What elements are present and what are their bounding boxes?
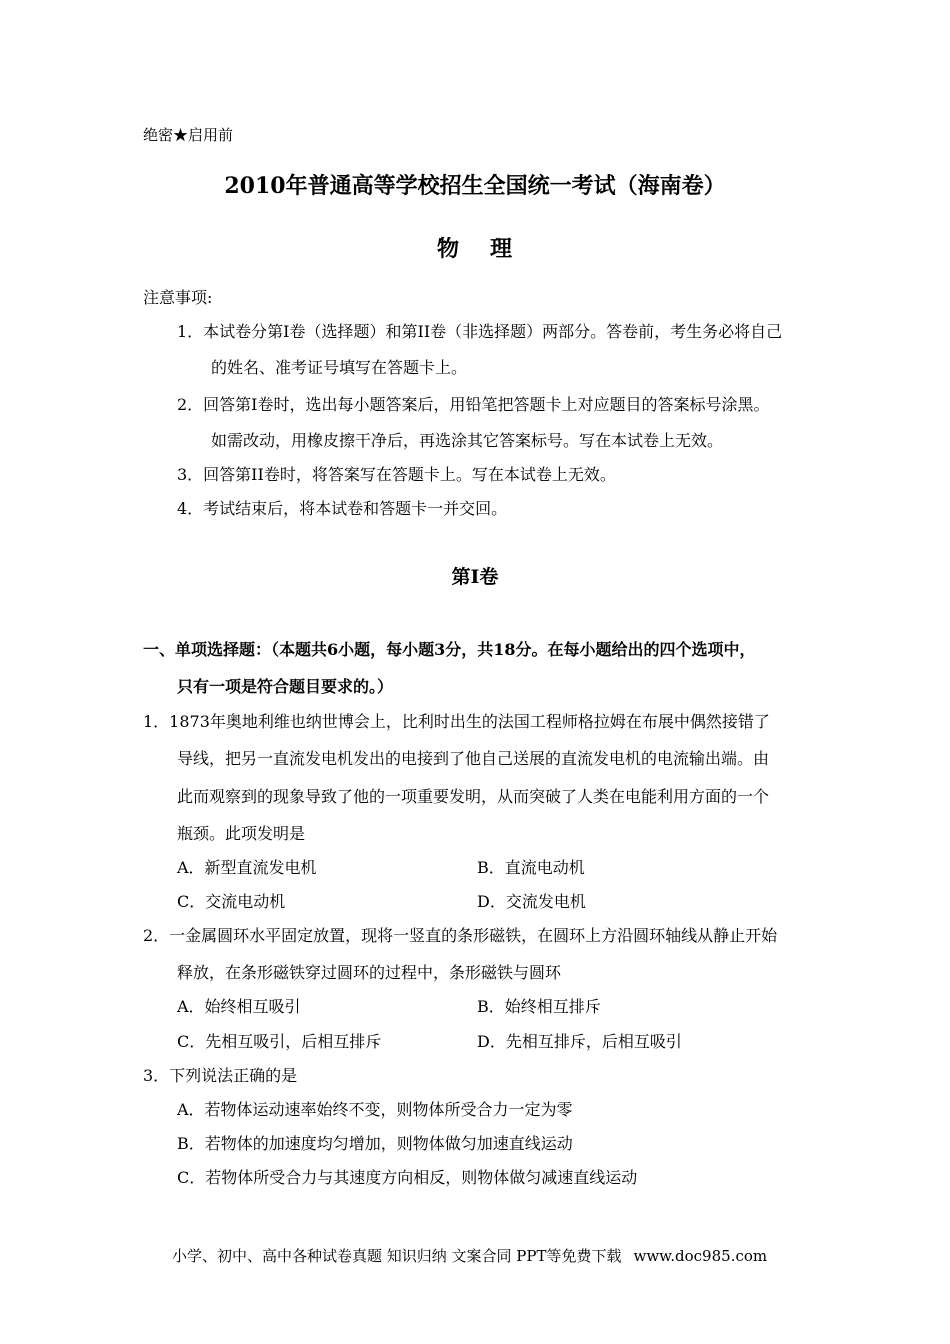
q3-option-c: C．若物体所受合力与其速度方向相反，则物体做匀减速直线运动 [177, 1168, 638, 1187]
note-line-4: 4．考试结束后，将本试卷和答题卡一并交回。 [177, 499, 508, 518]
q1-option-b: B．直流电动机 [477, 858, 585, 877]
q1-line-3: 此而观察到的现象导致了他的一项重要发明，从而突破了人类在电能利用方面的一个 [177, 787, 770, 806]
subject-char-2: 理 [490, 236, 514, 262]
q3-stem: 3．下列说法正确的是 [143, 1066, 298, 1085]
q2-option-d: D．先相互排斥，后相互吸引 [477, 1032, 682, 1051]
q2-option-a: A．始终相互吸引 [177, 997, 301, 1016]
section-heading: 一、单项选择题：（本题共6小题，每小题3分，共18分。在每小题给出的四个选项中， [143, 640, 756, 659]
subject-char-1: 物 [436, 236, 460, 262]
footer-url[interactable]: www.doc985.com [633, 1247, 768, 1265]
q2-line-2: 释放，在条形磁铁穿过圆环的过程中，条形磁铁与圆环 [177, 963, 562, 982]
note-line-2: 2．回答第I卷时，选出每小题答案后，用铅笔把答题卡上对应题目的答案标号涂黑。 [177, 395, 770, 414]
q2-option-b: B．始终相互排斥 [477, 997, 601, 1016]
note-line-3: 3．回答第II卷时，将答案写在答题卡上。写在本试卷上无效。 [177, 465, 616, 484]
q3-option-b: B．若物体的加速度均匀增加，则物体做匀加速直线运动 [177, 1134, 573, 1153]
note-line-2-cont: 如需改动，用橡皮擦干净后，再选涂其它答案标号。写在本试卷上无效。 [211, 431, 724, 450]
q1-line-1: 1．1873年奥地利维也纳世博会上，比利时出生的法国工程师格拉姆在布展中偶然接错了 [143, 712, 770, 731]
exam-title: 2010年普通高等学校招生全国统一考试（海南卷） [224, 173, 726, 199]
q1-option-d: D．交流发电机 [477, 892, 586, 911]
q2-option-c: C．先相互吸引，后相互排斥 [177, 1032, 382, 1051]
q1-option-a: A．新型直流发电机 [177, 858, 317, 877]
q3-option-a: A．若物体运动速率始终不变，则物体所受合力一定为零 [177, 1100, 573, 1119]
q1-option-c: C．交流电动机 [177, 892, 286, 911]
q1-line-4: 瓶颈。此项发明是 [177, 824, 306, 843]
notes-heading: 注意事项: [143, 288, 213, 307]
confidential-mark: 绝密★启用前 [143, 126, 234, 144]
q1-line-2: 导线，把另一直流发电机发出的电接到了他自己送展的直流发电机的电流输出端。由 [177, 749, 770, 768]
section-heading-cont: 只有一项是符合题目要求的。） [177, 677, 394, 696]
note-line-1-cont: 的姓名、准考证号填写在答题卡上。 [211, 358, 468, 377]
subject-title [0, 235, 950, 263]
q2-line-1: 2．一金属圆环水平固定放置，现将一竖直的条形磁铁，在圆环上方沿圆环轴线从静止开始 [143, 926, 778, 945]
footer-text: 小学、初中、高中各种试卷真题 知识归纳 文案合同 PPT等免费下载 [172, 1247, 622, 1265]
note-line-1: 1．本试卷分第I卷（选择题）和第II卷（非选择题）两部分。答卷前，考生务必将自己 [177, 322, 783, 341]
footer [172, 1246, 767, 1266]
part-title: 第I卷 [451, 566, 499, 588]
